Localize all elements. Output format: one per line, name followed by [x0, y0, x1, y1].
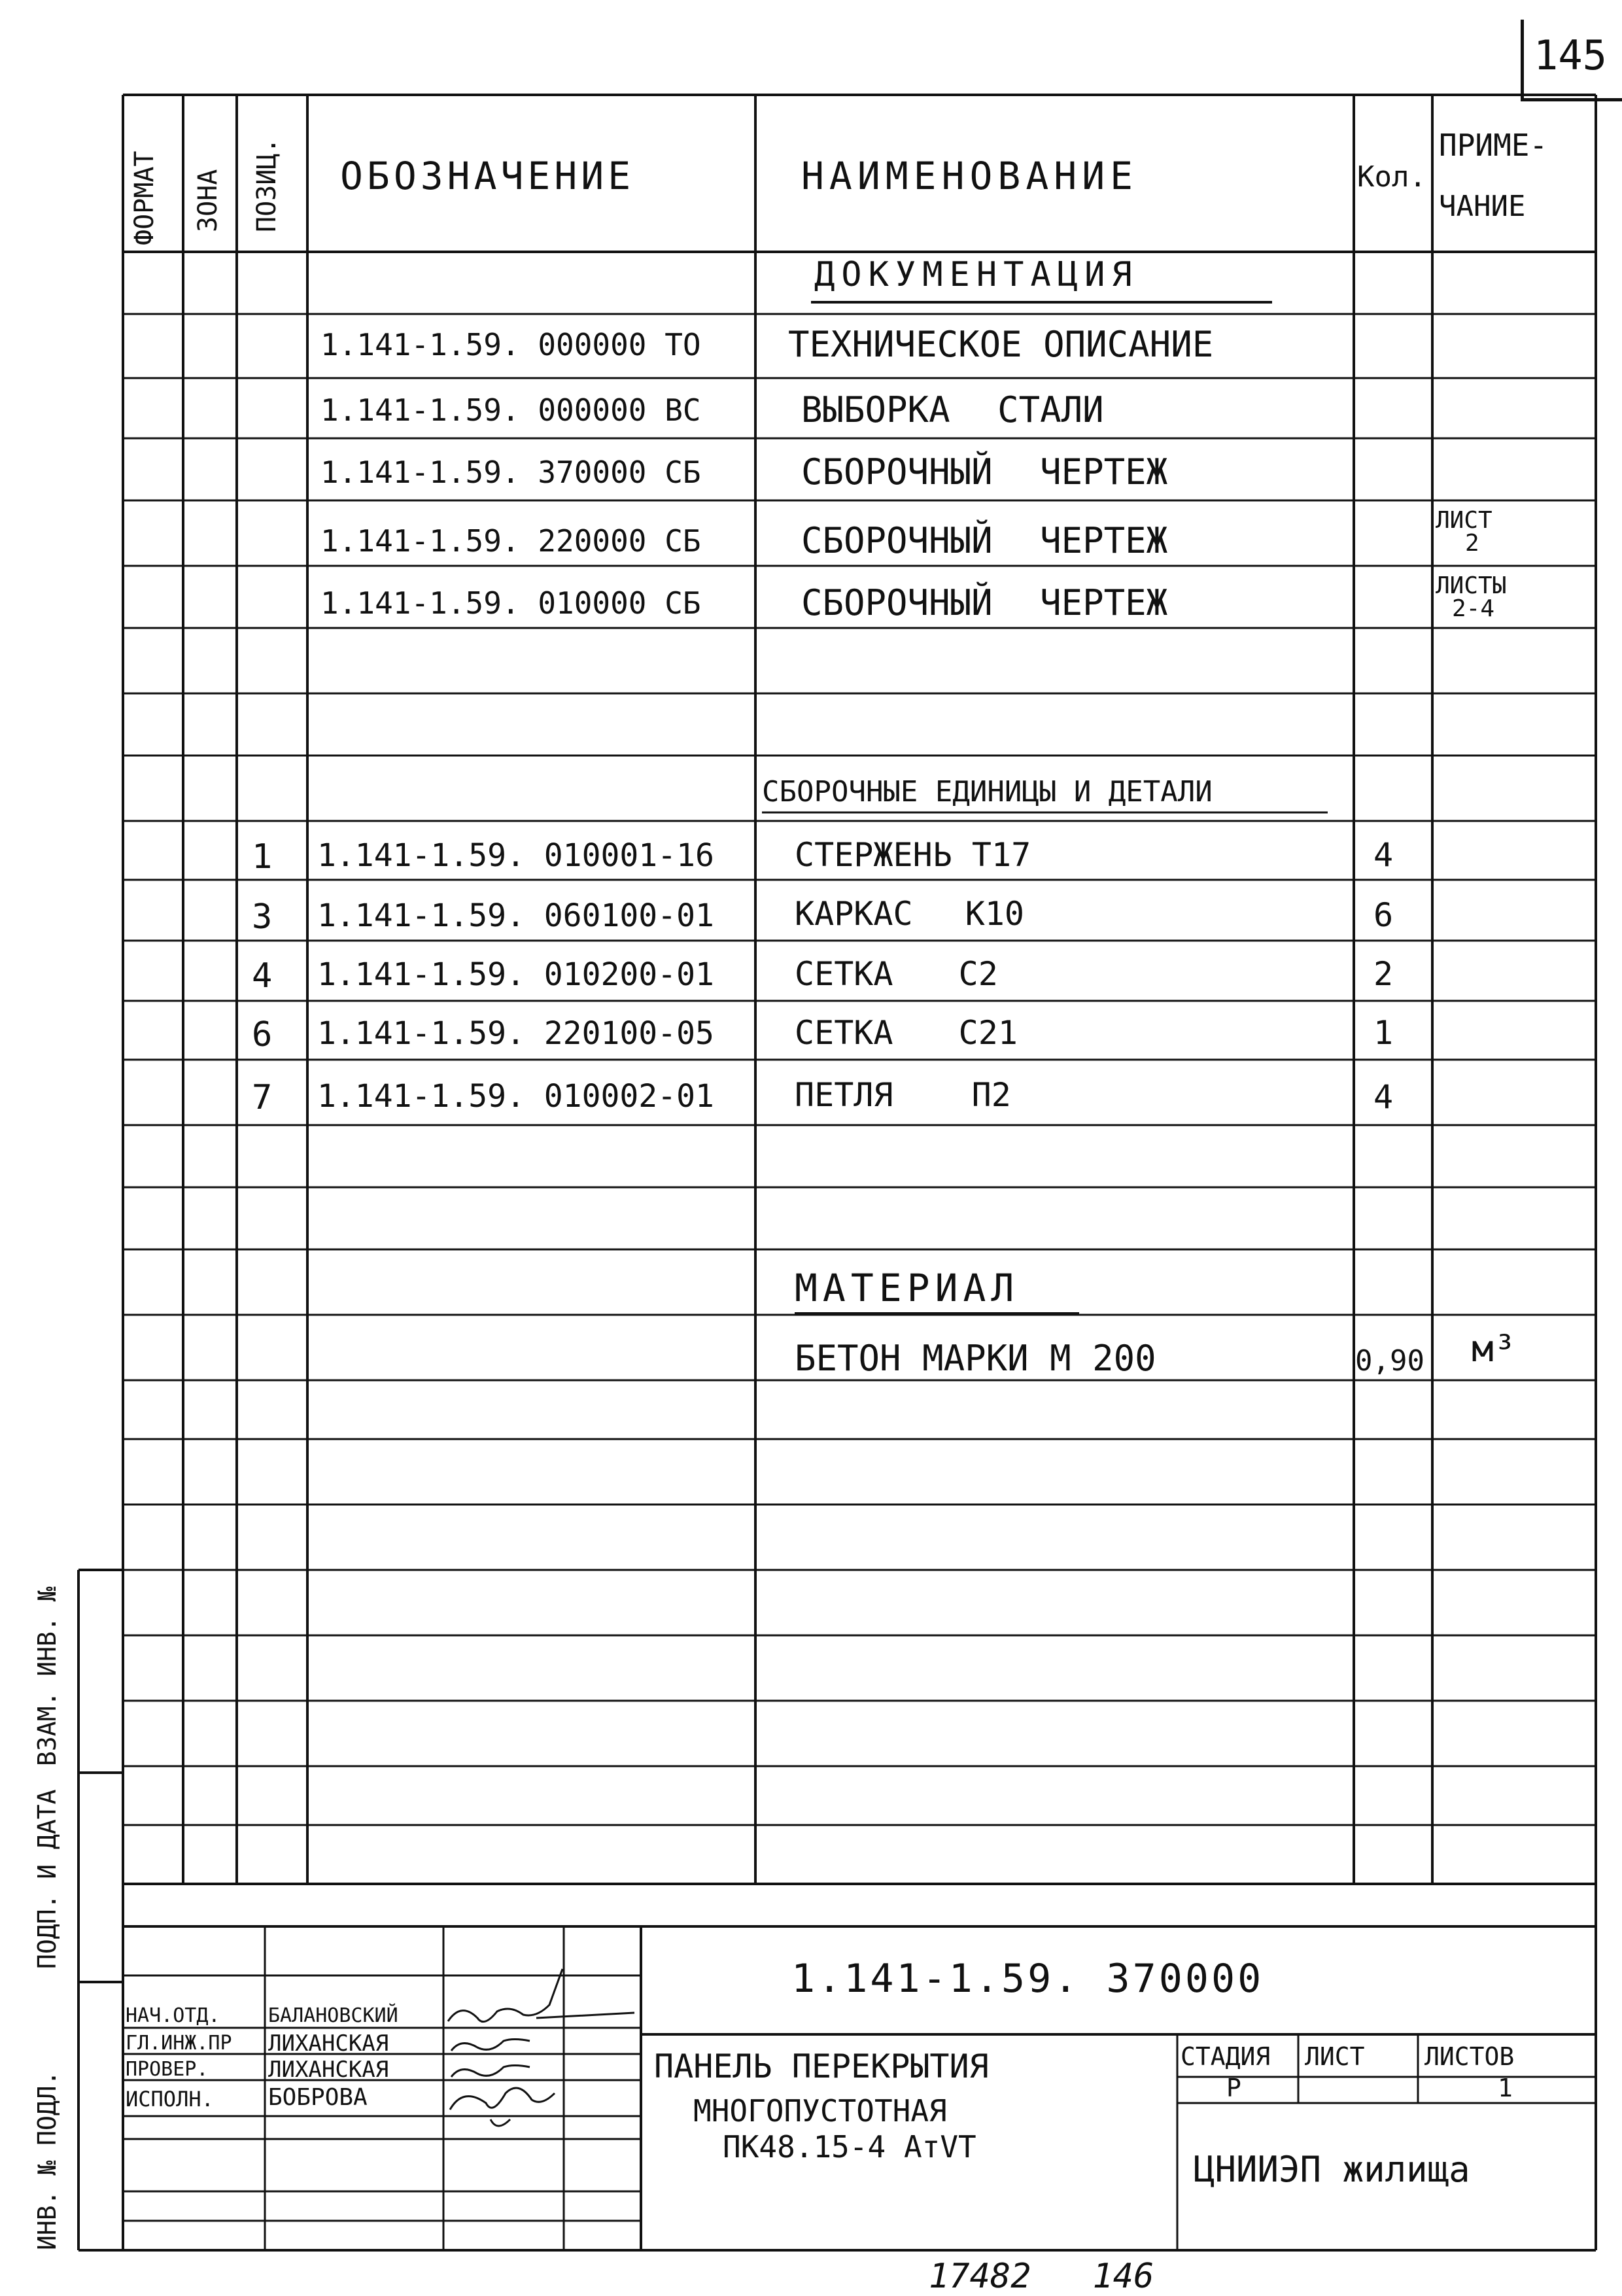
- stage-label: СТАДИЯ: [1181, 2042, 1271, 2071]
- section-material: МАТЕРИАЛ: [795, 1266, 1020, 1310]
- side-label-vzam: ВЗАМ. ИНВ. №: [33, 1586, 61, 1766]
- signature-4: [450, 2088, 555, 2126]
- part-pos: 4: [252, 956, 273, 996]
- signature-1: [448, 1969, 634, 2022]
- doc-note-sheet: 2-4: [1452, 595, 1495, 622]
- doc-name: ТЕХНИЧЕСКОЕ ОПИСАНИЕ: [788, 324, 1214, 365]
- stage-value: Р: [1226, 2074, 1241, 2102]
- sheets-label: ЛИСТОВ: [1424, 2042, 1515, 2071]
- part-designation: 1.141-1.59. 010001-16: [317, 837, 714, 874]
- signer-role: ПРОВЕР.: [126, 2058, 209, 2081]
- part-pos: 6: [252, 1015, 273, 1054]
- part-name: ПЕТЛЯ П2: [795, 1076, 1011, 1114]
- signer-role: НАЧ.ОТД.: [126, 2004, 220, 2027]
- material-qty: 0,90: [1355, 1344, 1424, 1378]
- part-designation: 1.141-1.59. 060100-01: [317, 897, 714, 934]
- part-designation: 1.141-1.59. 010200-01: [317, 956, 714, 993]
- doc-designation: 1.141-1.59. 000000 ВС: [320, 392, 701, 428]
- signature-3: [451, 2066, 530, 2078]
- header-position: ПОЗИЦ.: [252, 137, 282, 232]
- doc-note-sheet: 2: [1465, 530, 1479, 557]
- doc-name: СБОРОЧНЫЙ ЧЕРТЕЖ: [801, 582, 1168, 623]
- signer-name: БОБРОВА: [268, 2084, 368, 2111]
- sheet-label: ЛИСТ: [1305, 2042, 1365, 2071]
- part-qty: 4: [1373, 1078, 1394, 1116]
- doc-designation: 1.141-1.59. 000000 ТО: [320, 327, 701, 362]
- signer-role: ГЛ.ИНЖ.ПР: [126, 2032, 232, 2055]
- sheets-value: 1: [1498, 2074, 1513, 2102]
- doc-name: ВЫБОРКА СТАЛИ: [801, 389, 1104, 430]
- doc-note: ЛИСТ: [1436, 507, 1493, 534]
- part-qty: 1: [1373, 1014, 1394, 1052]
- header-format: ФОРМАТ: [129, 150, 160, 245]
- signer-name: ЛИХАНСКАЯ: [268, 2030, 389, 2057]
- doc-designation: 1.141-1.59. 010000 СБ: [320, 585, 701, 621]
- doc-designation: 1.141-1.59. 370000 СБ: [320, 455, 701, 490]
- part-pos: 7: [252, 1078, 273, 1117]
- part-name: СЕТКА С21: [795, 1014, 1018, 1052]
- doc-name: СБОРОЧНЫЙ ЧЕРТЕЖ: [801, 451, 1168, 493]
- header-note-line1: ПРИМЕ-: [1439, 128, 1548, 163]
- doc-designation: 1.141-1.59. 220000 СБ: [320, 523, 701, 559]
- page-number: 145: [1534, 31, 1607, 79]
- doc-note: ЛИСТЫ: [1436, 572, 1507, 599]
- header-designation: ОБОЗНАЧЕНИЕ: [340, 154, 635, 198]
- part-name: СЕТКА С2: [795, 955, 998, 993]
- side-label-inv: ИНВ. № ПОДЛ.: [33, 2070, 61, 2250]
- part-qty: 4: [1373, 836, 1394, 874]
- material-unit: м³: [1472, 1328, 1516, 1370]
- part-name: КАРКАС К10: [795, 895, 1025, 933]
- part-designation: 1.141-1.59. 220100-05: [317, 1015, 714, 1052]
- organization-name: ЦНИИЭП жилища: [1194, 2149, 1470, 2190]
- signature-2: [451, 2040, 530, 2051]
- header-qty: Кол.: [1357, 160, 1426, 194]
- doc-name: СБОРОЧНЫЙ ЧЕРТЕЖ: [801, 520, 1168, 561]
- header-zone: ЗОНА: [193, 169, 223, 232]
- part-pos: 3: [252, 897, 273, 937]
- signer-name: БАЛАНОВСКИЙ: [268, 2004, 398, 2027]
- part-qty: 2: [1373, 955, 1394, 993]
- signer-name: ЛИХАНСКАЯ: [268, 2057, 389, 2083]
- header-note-line2: ЧАНИЕ: [1439, 190, 1526, 223]
- section-assemblies: СБОРОЧНЫЕ ЕДИНИЦЫ И ДЕТАЛИ: [762, 775, 1213, 809]
- title-line-2: МНОГОПУСТОТНАЯ: [693, 2093, 947, 2129]
- section-documentation: ДОКУМЕНТАЦИЯ: [814, 255, 1139, 294]
- doc-code: 1.141-1.59. 370000: [791, 1956, 1264, 2002]
- title-line-3: ПК48.15-4 АтVТ: [723, 2129, 976, 2165]
- signer-role: ИСПОЛН.: [126, 2087, 214, 2112]
- footer-handwritten-number: 17482 146: [929, 2257, 1154, 2296]
- header-name: НАИМЕНОВАНИЕ: [801, 154, 1139, 198]
- title-line-1: ПАНЕЛЬ ПЕРЕКРЫТИЯ: [654, 2047, 989, 2085]
- side-label-podp: ПОДП. И ДАТА: [33, 1789, 61, 1969]
- material-name: БЕТОН МАРКИ М 200: [795, 1338, 1156, 1379]
- part-pos: 1: [252, 837, 273, 877]
- part-designation: 1.141-1.59. 010002-01: [317, 1078, 714, 1115]
- part-name: СТЕРЖЕНЬ Т17: [795, 836, 1031, 874]
- part-qty: 6: [1373, 896, 1394, 934]
